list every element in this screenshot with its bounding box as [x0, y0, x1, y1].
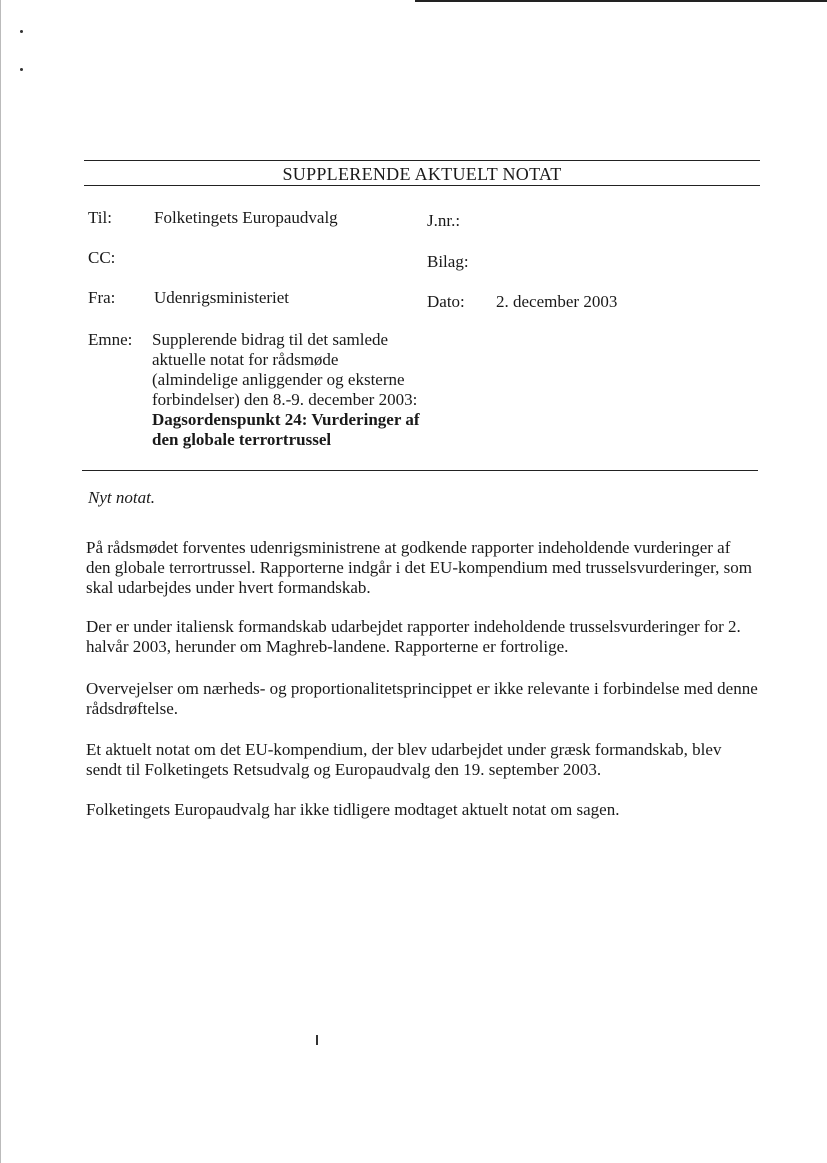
- scan-edge-top: [415, 0, 827, 2]
- header-rule-end: [82, 470, 758, 471]
- paragraph-5: Folketingets Europaudvalg har ikke tidligere modtaget aktuelt notat om sagen.: [86, 800, 620, 819]
- subject-plain: Supplerende bidrag til det samlede aktuelle notat for rådsmøde (almindelige anliggender og eksterne forbindelser) den 8.-9. december 2003:: [152, 330, 418, 409]
- note-tag: Nyt notat.: [88, 488, 156, 507]
- to-label: Til:: [88, 208, 112, 227]
- jnr-label: J.nr.:: [427, 211, 461, 230]
- paragraph-1: På rådsmødet forventes udenrigsministrene at godkende rapporter indeholdende vurderinger af den globale terrortrussel. Rapporterne indgår i det EU-kompendium med trusselsvurderinger, som skal udarbejdes under hvert formandskab.: [86, 538, 752, 597]
- paragraph-3: Overvejelser om nærheds- og proportionalitetsprincippet er ikke relevante i forbindelse med denne rådsdrøftelse.: [86, 679, 758, 718]
- from-label: Fra:: [88, 288, 116, 307]
- subject-text: [152, 330, 422, 450]
- scan-speck: [20, 68, 23, 71]
- subject-label: Emne:: [88, 330, 133, 349]
- header-rule-bottom: [84, 185, 760, 186]
- date-value: 2. december 2003: [496, 292, 618, 311]
- header-rule-top: [84, 160, 760, 161]
- date-label: Dato:: [427, 292, 465, 311]
- scan-mark: [316, 1035, 318, 1045]
- paragraph-2: Der er under italiensk formandskab udarbejdet rapporter indeholdende trusselsvurderinger for 2. halvår 2003, herunder om Maghreb-landene. Rapporterne er fortrolige.: [86, 617, 741, 656]
- paragraph-4: Et aktuelt notat om det EU-kompendium, der blev udarbejdet under græsk formandskab, blev sendt til Folketingets Retsudvalg og Europaudvalg den 19. september 2003.: [86, 740, 722, 779]
- to-value: Folketingets Europaudvalg: [154, 208, 338, 227]
- scan-speck: [20, 30, 23, 33]
- cc-label: CC:: [88, 248, 116, 267]
- document-title: SUPPLERENDE AKTUELT NOTAT: [282, 164, 562, 184]
- from-value: Udenrigsministeriet: [154, 288, 290, 307]
- attachment-label: Bilag:: [427, 252, 469, 271]
- scan-edge-left: [0, 0, 1, 1163]
- subject-agenda-item: Dagsordenspunkt 24: Vurderinger af den globale terrortrussel: [152, 410, 420, 449]
